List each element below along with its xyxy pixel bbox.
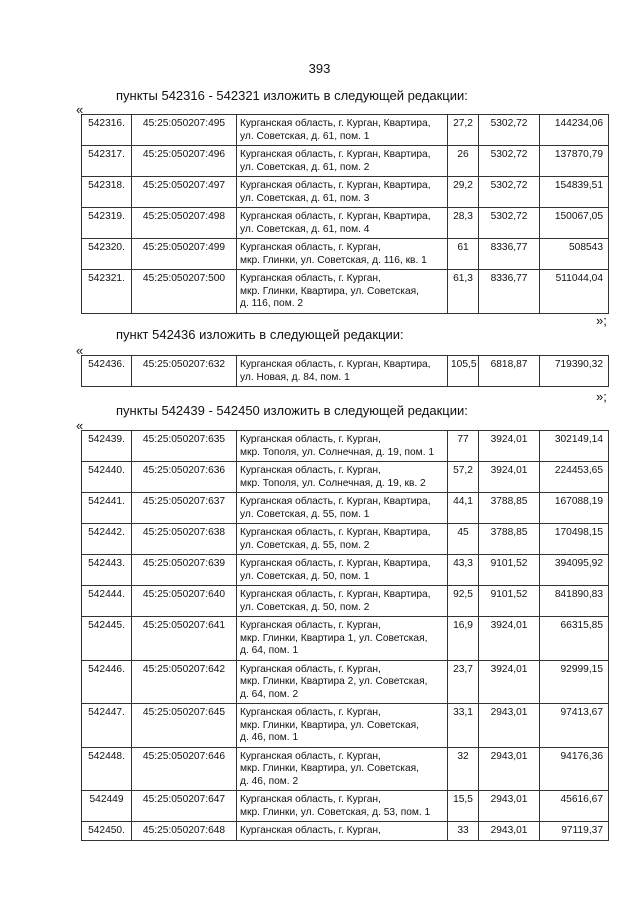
open-quote-1: «	[76, 102, 84, 117]
specific-value-cell: 5302,72	[479, 146, 540, 177]
cadastral-number-cell: 45:25:050207:645	[132, 704, 237, 748]
table-row	[82, 208, 609, 239]
address-cell: Курганская область, г. Курган, мкр. Глинки, Квартира, ул. Советская, д. 116, пом. 2	[237, 270, 448, 314]
area-cell: 26	[448, 146, 479, 177]
specific-value-cell: 8336,77	[479, 239, 540, 270]
area-cell: 45	[448, 524, 479, 555]
row-number-cell: 542446.	[82, 660, 132, 704]
cadastral-value-cell: 841890,83	[540, 586, 609, 617]
table-row	[82, 356, 609, 387]
table-row	[82, 239, 609, 270]
cadastral-number-cell: 45:25:050207:647	[132, 791, 237, 822]
cadastral-number-cell: 45:25:050207:642	[132, 660, 237, 704]
table-row	[82, 586, 609, 617]
address-cell: Курганская область, г. Курган, Квартира, ул. Советская, д. 61, пом. 2	[237, 146, 448, 177]
address-cell: Курганская область, г. Курган, мкр. Глинки, ул. Советская, д. 116, кв. 1	[237, 239, 448, 270]
table-row	[82, 747, 609, 791]
area-cell: 28,3	[448, 208, 479, 239]
specific-value-cell: 3924,01	[479, 617, 540, 661]
row-number-cell: 542444.	[82, 586, 132, 617]
cadastral-number-cell: 45:25:050207:495	[132, 115, 237, 146]
cadastral-value-cell: 144234,06	[540, 115, 609, 146]
specific-value-cell: 3924,01	[479, 462, 540, 493]
table-row	[82, 791, 609, 822]
address-cell: Курганская область, г. Курган, Квартира, ул. Новая, д. 84, пом. 1	[237, 356, 448, 387]
area-cell: 57,2	[448, 462, 479, 493]
address-cell: Курганская область, г. Курган, Квартира, ул. Советская, д. 55, пом. 1	[237, 493, 448, 524]
table-3	[81, 430, 609, 841]
row-number-cell: 542448.	[82, 747, 132, 791]
table-row	[82, 493, 609, 524]
address-cell: Курганская область, г. Курган, Квартира, ул. Советская, д. 61, пом. 4	[237, 208, 448, 239]
cadastral-value-cell: 224453,65	[540, 462, 609, 493]
specific-value-cell: 8336,77	[479, 270, 540, 314]
row-number-cell: 542441.	[82, 493, 132, 524]
instruction-1: пункты 542316 - 542321 изложить в следующей редакции:	[116, 88, 468, 103]
cadastral-value-cell: 508543	[540, 239, 609, 270]
address-cell: Курганская область, г. Курган, мкр. Тополя, ул. Солнечная, д. 19, кв. 2	[237, 462, 448, 493]
specific-value-cell: 9101,52	[479, 555, 540, 586]
close-quote-2: »;	[596, 389, 607, 404]
specific-value-cell: 5302,72	[479, 115, 540, 146]
address-cell: Курганская область, г. Курган, мкр. Глинки, ул. Советская, д. 53, пом. 1	[237, 791, 448, 822]
cadastral-number-cell: 45:25:050207:498	[132, 208, 237, 239]
area-cell: 16,9	[448, 617, 479, 661]
cadastral-number-cell: 45:25:050207:499	[132, 239, 237, 270]
specific-value-cell: 3924,01	[479, 660, 540, 704]
area-cell: 32	[448, 747, 479, 791]
address-cell: Курганская область, г. Курган, Квартира, ул. Советская, д. 55, пом. 2	[237, 524, 448, 555]
row-number-cell: 542443.	[82, 555, 132, 586]
table-row	[82, 524, 609, 555]
cadastral-number-cell: 45:25:050207:638	[132, 524, 237, 555]
table-2	[81, 355, 609, 387]
close-quote-1: »;	[596, 313, 607, 328]
specific-value-cell: 5302,72	[479, 208, 540, 239]
cadastral-value-cell: 94176,36	[540, 747, 609, 791]
table-row	[82, 704, 609, 748]
table-row	[82, 115, 609, 146]
table-row	[82, 177, 609, 208]
cadastral-value-cell: 45616,67	[540, 791, 609, 822]
area-cell: 23,7	[448, 660, 479, 704]
cadastral-number-cell: 45:25:050207:646	[132, 747, 237, 791]
cadastral-value-cell: 150067,05	[540, 208, 609, 239]
table-row	[82, 146, 609, 177]
cadastral-value-cell: 167088,19	[540, 493, 609, 524]
cadastral-value-cell: 511044,04	[540, 270, 609, 314]
table-1-body	[82, 115, 609, 314]
address-cell: Курганская область, г. Курган, мкр. Глинки, Квартира, ул. Советская, д. 46, пом. 2	[237, 747, 448, 791]
row-number-cell: 542318.	[82, 177, 132, 208]
open-quote-3: «	[76, 418, 84, 433]
cadastral-number-cell: 45:25:050207:641	[132, 617, 237, 661]
area-cell: 44,1	[448, 493, 479, 524]
row-number-cell: 542317.	[82, 146, 132, 177]
row-number-cell: 542320.	[82, 239, 132, 270]
area-cell: 61	[448, 239, 479, 270]
table-row	[82, 462, 609, 493]
cadastral-number-cell: 45:25:050207:497	[132, 177, 237, 208]
cadastral-value-cell: 97119,37	[540, 822, 609, 841]
specific-value-cell: 6818,87	[479, 356, 540, 387]
area-cell: 33,1	[448, 704, 479, 748]
specific-value-cell: 5302,72	[479, 177, 540, 208]
row-number-cell: 542316.	[82, 115, 132, 146]
table-row	[82, 270, 609, 314]
area-cell: 77	[448, 431, 479, 462]
cadastral-value-cell: 137870,79	[540, 146, 609, 177]
area-cell: 43,3	[448, 555, 479, 586]
row-number-cell: 542321.	[82, 270, 132, 314]
instruction-2: пункт 542436 изложить в следующей редакции:	[116, 327, 404, 342]
address-cell: Курганская область, г. Курган, Квартира, ул. Советская, д. 50, пом. 2	[237, 586, 448, 617]
specific-value-cell: 3924,01	[479, 431, 540, 462]
address-cell: Курганская область, г. Курган, мкр. Глинки, Квартира 2, ул. Советская, д. 64, пом. 2	[237, 660, 448, 704]
area-cell: 15,5	[448, 791, 479, 822]
table-row	[82, 822, 609, 841]
table-2-body	[82, 356, 609, 387]
table-row	[82, 617, 609, 661]
area-cell: 33	[448, 822, 479, 841]
area-cell: 29,2	[448, 177, 479, 208]
row-number-cell: 542445.	[82, 617, 132, 661]
cadastral-value-cell: 170498,15	[540, 524, 609, 555]
cadastral-number-cell: 45:25:050207:637	[132, 493, 237, 524]
address-cell: Курганская область, г. Курган, Квартира, ул. Советская, д. 50, пом. 1	[237, 555, 448, 586]
cadastral-value-cell: 302149,14	[540, 431, 609, 462]
cadastral-number-cell: 45:25:050207:500	[132, 270, 237, 314]
row-number-cell: 542440.	[82, 462, 132, 493]
cadastral-number-cell: 45:25:050207:639	[132, 555, 237, 586]
area-cell: 27,2	[448, 115, 479, 146]
row-number-cell: 542319.	[82, 208, 132, 239]
cadastral-number-cell: 45:25:050207:636	[132, 462, 237, 493]
cadastral-value-cell: 154839,51	[540, 177, 609, 208]
row-number-cell: 542449	[82, 791, 132, 822]
area-cell: 61,3	[448, 270, 479, 314]
table-3-body	[82, 431, 609, 841]
cadastral-number-cell: 45:25:050207:632	[132, 356, 237, 387]
row-number-cell: 542447.	[82, 704, 132, 748]
cadastral-number-cell: 45:25:050207:640	[132, 586, 237, 617]
table-row	[82, 431, 609, 462]
cadastral-number-cell: 45:25:050207:648	[132, 822, 237, 841]
specific-value-cell: 2943,01	[479, 704, 540, 748]
specific-value-cell: 2943,01	[479, 747, 540, 791]
row-number-cell: 542442.	[82, 524, 132, 555]
table-row	[82, 555, 609, 586]
specific-value-cell: 9101,52	[479, 586, 540, 617]
cadastral-value-cell: 97413,67	[540, 704, 609, 748]
cadastral-value-cell: 66315,85	[540, 617, 609, 661]
row-number-cell: 542436.	[82, 356, 132, 387]
address-cell: Курганская область, г. Курган,	[237, 822, 448, 841]
cadastral-value-cell: 394095,92	[540, 555, 609, 586]
area-cell: 105,5	[448, 356, 479, 387]
instruction-3: пункты 542439 - 542450 изложить в следующей редакции:	[116, 403, 468, 418]
table-row	[82, 660, 609, 704]
address-cell: Курганская область, г. Курган, Квартира, ул. Советская, д. 61, пом. 1	[237, 115, 448, 146]
specific-value-cell: 2943,01	[479, 791, 540, 822]
open-quote-2: «	[76, 343, 84, 358]
specific-value-cell: 3788,85	[479, 493, 540, 524]
cadastral-number-cell: 45:25:050207:635	[132, 431, 237, 462]
specific-value-cell: 2943,01	[479, 822, 540, 841]
row-number-cell: 542439.	[82, 431, 132, 462]
address-cell: Курганская область, г. Курган, мкр. Глинки, Квартира, ул. Советская, д. 46, пом. 1	[237, 704, 448, 748]
specific-value-cell: 3788,85	[479, 524, 540, 555]
address-cell: Курганская область, г. Курган, мкр. Тополя, ул. Солнечная, д. 19, пом. 1	[237, 431, 448, 462]
table-1	[81, 114, 609, 314]
address-cell: Курганская область, г. Курган, Квартира, ул. Советская, д. 61, пом. 3	[237, 177, 448, 208]
address-cell: Курганская область, г. Курган, мкр. Глинки, Квартира 1, ул. Советская, д. 64, пом. 1	[237, 617, 448, 661]
area-cell: 92,5	[448, 586, 479, 617]
page-number: 393	[308, 61, 331, 76]
cadastral-value-cell: 92999,15	[540, 660, 609, 704]
cadastral-number-cell: 45:25:050207:496	[132, 146, 237, 177]
row-number-cell: 542450.	[82, 822, 132, 841]
cadastral-value-cell: 719390,32	[540, 356, 609, 387]
